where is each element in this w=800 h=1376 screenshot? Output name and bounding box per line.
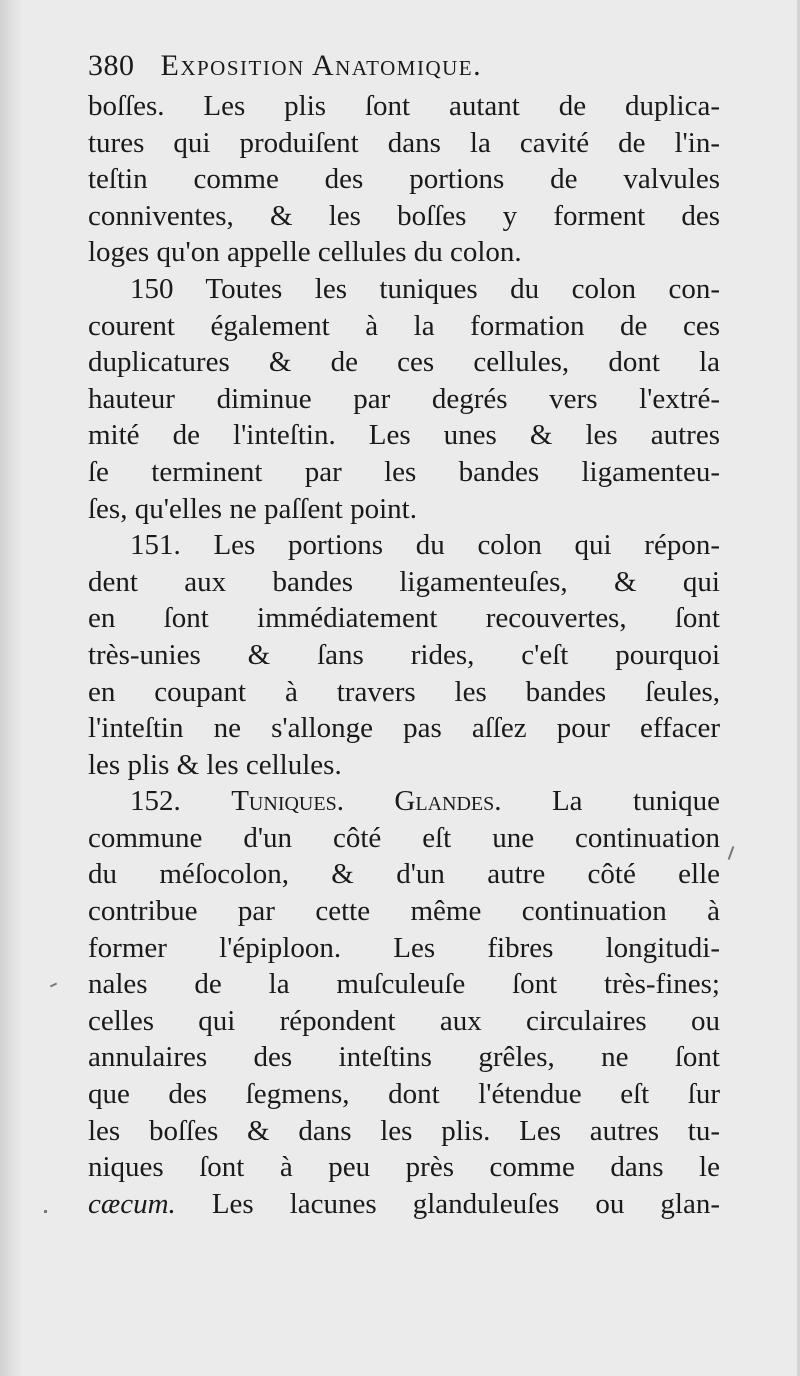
running-head [88, 44, 720, 88]
text-line: en ſont immédiatement recouvertes, ſont [88, 602, 720, 635]
text-line: commune d'un côté eſt une continuation [88, 821, 720, 854]
text-line: dent aux bandes ligamenteuſes, & qui [88, 565, 720, 598]
stray-ink-mark [728, 846, 735, 860]
text-line: contribue par cette même continuation à [88, 895, 720, 928]
paragraph-151-start: 151. Les portions du colon qui répon- [130, 529, 720, 562]
text-line: tures qui produiſent dans la cavité de l'in- [88, 126, 720, 159]
text-line: nales de la muſculeuſe ſont très-fines; [88, 968, 720, 1001]
text-line: boſſes. Les plis ſont autant de duplica- [88, 90, 720, 122]
text-line: les plis & les cellules. [88, 748, 342, 781]
text-line: en coupant à travers les bandes ſeules, [88, 675, 720, 708]
running-title: Exposition Anatomique. [160, 49, 483, 82]
page-gutter-shadow [0, 0, 22, 1376]
text-line: conniventes, & les boſſes y forment des [88, 199, 720, 232]
text-line [88, 1186, 720, 1223]
paragraph-heading: Tuniques. Glandes. [231, 785, 502, 818]
text-line: mité de l'inteſtin. Les unes & les autres [88, 419, 720, 452]
text-line: courent également à la formation de ces [88, 309, 720, 342]
text-line: celles qui répondent aux circulaires ou [88, 1004, 720, 1037]
text-line: annulaires des inteſtins grêles, ne ſont [88, 1041, 720, 1074]
text-line: que des ſegmens, dont l'étendue eſt ſur [88, 1078, 720, 1111]
text-line: du méſocolon, & d'un autre côté elle [88, 858, 720, 891]
text-line: loges qu'on appelle cellules du colon. [88, 236, 522, 269]
page-number: 380 [88, 49, 135, 82]
text-line: former l'épiploon. Les fibres longitudi- [88, 931, 720, 964]
text-line: niques ſont à peu près comme dans le [88, 1151, 720, 1184]
text-line: ſe terminent par les bandes ligamenteu- [88, 455, 720, 488]
page-text-block [88, 44, 720, 1222]
text-line: les boſſes & dans les plis. Les autres tu- [88, 1114, 720, 1147]
text-line: très-unies & ſans rides, c'eſt pourquoi [88, 638, 720, 671]
text-line: hauteur diminue par degrés vers l'extré- [88, 382, 720, 415]
text-line: ſes, qu'elles ne paſſent point. [88, 492, 417, 525]
paragraph-150-start: 150 Toutes les tuniques du colon con- [130, 272, 720, 305]
stray-ink-dot [44, 1210, 47, 1213]
paragraph-152-start [88, 783, 720, 820]
text-line: l'inteſtin ne s'allonge pas aſſez pour effacer [88, 712, 720, 745]
italic-word: cæcum. [88, 1187, 176, 1220]
stray-ink-mark [50, 983, 57, 988]
paragraph-number: 152. [130, 785, 181, 818]
paragraph-text: La tunique [551, 785, 721, 818]
text-span: Les lacunes glanduleuſes ou glan- [211, 1187, 720, 1220]
text-line: duplicatures & de ces cellules, dont la [88, 346, 720, 379]
text-line: teſtin comme des portions de valvules [88, 163, 720, 196]
